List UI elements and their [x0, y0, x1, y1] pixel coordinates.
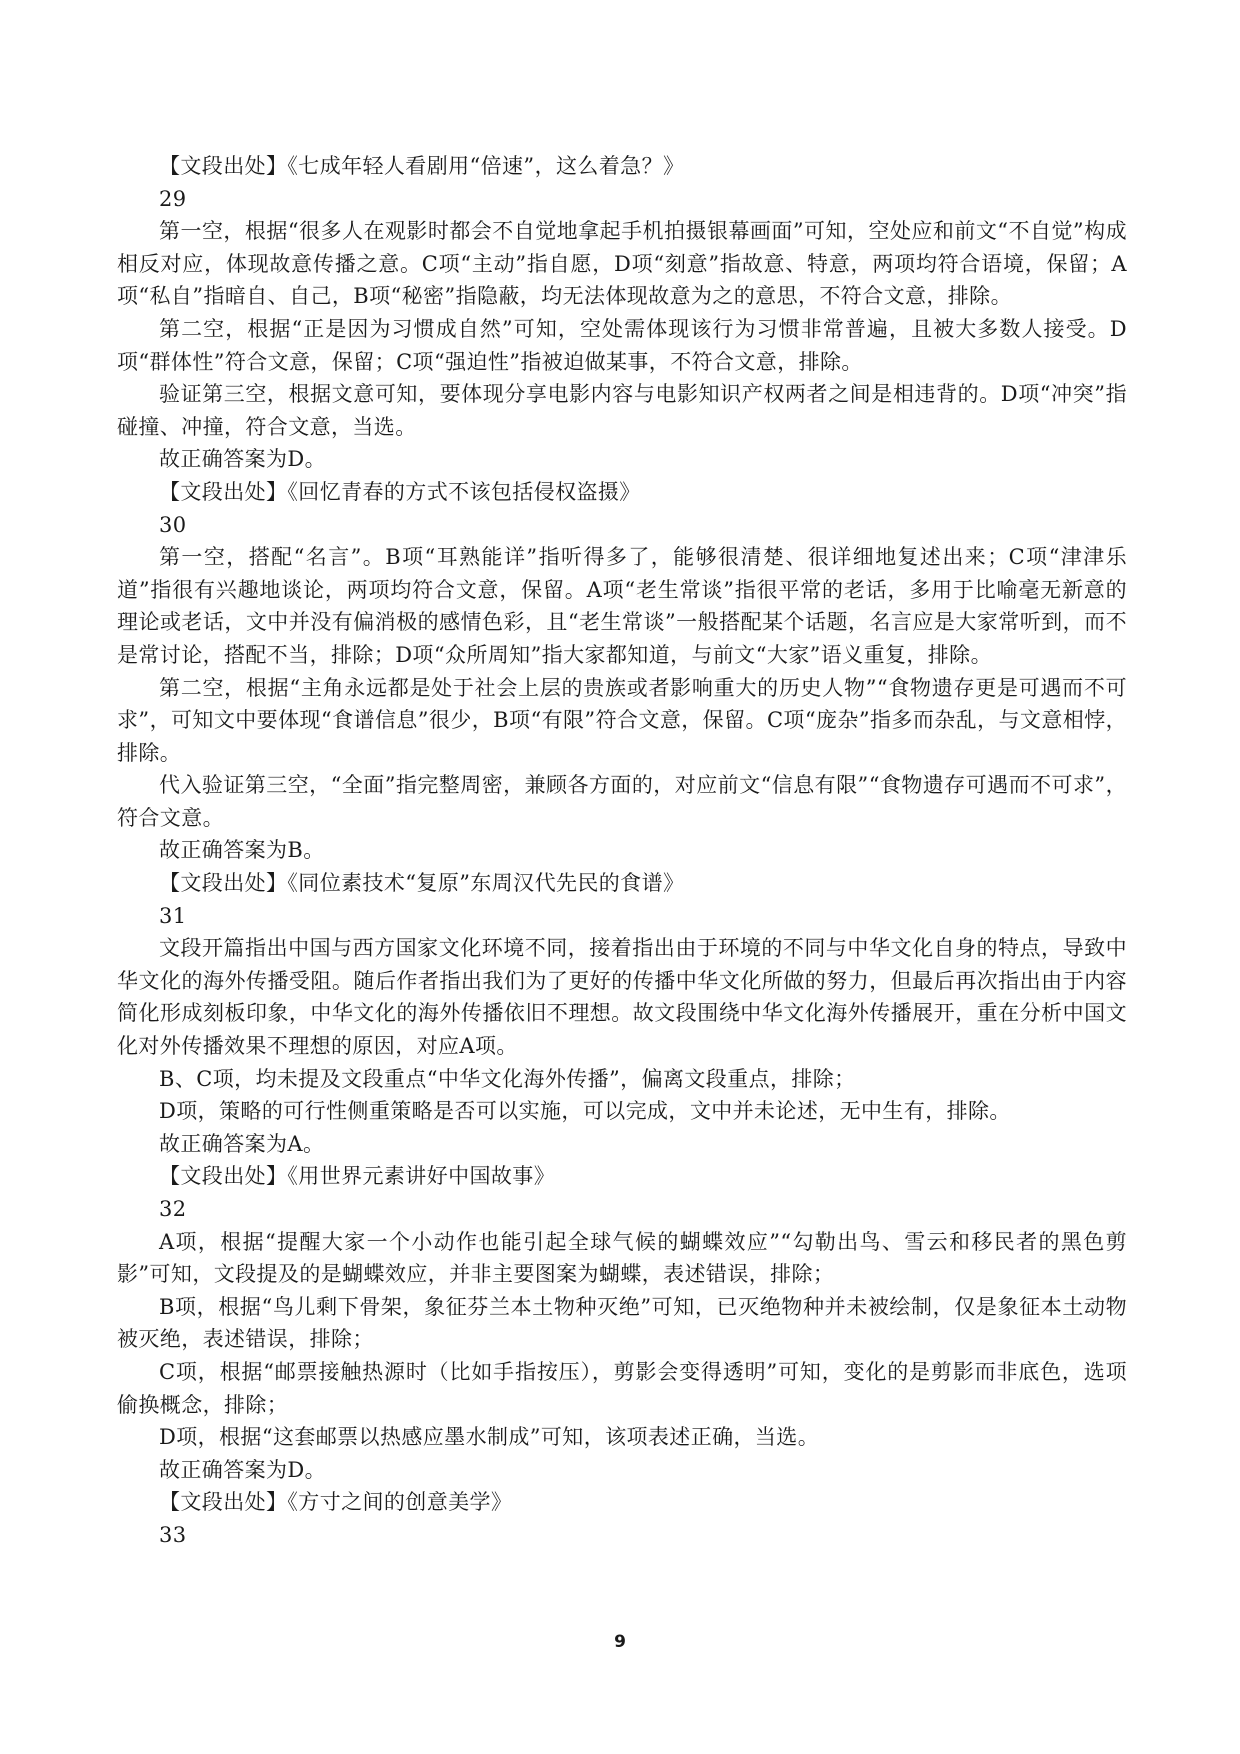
paragraph: 验证第三空，根据文意可知，要体现分享电影内容与电影知识产权两者之间是相违背的。D项“冲突”指碰撞、冲撞，符合文意，当选。	[117, 382, 1127, 439]
paragraph: 29	[159, 186, 187, 211]
paragraph: 第一空，搭配“名言”。B项“耳熟能详”指听得多了，能够很清楚、很详细地复述出来；C项“津津乐道”指很有兴趣地谈论，两项均符合文意，保留。A项“老生常谈”指很平常的老话，多用于比喻毫无新意的理论或老话，文中并没有偏消极的感情色彩，且“老生常谈”一般搭配某个话题，名言应是大家常听到，而不是常讨论，搭配不当，排除；D项“众所周知”指大家都知道，与前文“大家”语义重复，排除。	[117, 545, 1127, 667]
paragraph: 31	[159, 903, 187, 928]
document-body	[117, 150, 1127, 1552]
paragraph: 第二空，根据“主角永远都是处于社会上层的贵族或者影响重大的历史人物”“食物遗存更是可遇而不可求”，可知文中要体现“食谱信息”很少，B项“有限”符合文意，保留。C项“庞杂”指多而杂乱，与文意相悖，排除。	[117, 675, 1127, 765]
paragraph: A项，根据“提醒大家一个小动作也能引起全球气候的蝴蝶效应”“勾勒出鸟、雪云和移民者的黑色剪影”可知，文段提及的是蝴蝶效应，并非主要图案为蝴蝶，表述错误，排除；	[117, 1229, 1127, 1287]
paragraph: 第二空，根据“正是因为习惯成自然”可知，空处需体现该行为习惯非常普遍，且被大多数人接受。D项“群体性”符合文意，保留；C项“强迫性”指被迫做某事，不符合文意，排除。	[117, 316, 1127, 374]
paragraph: 故正确答案为D。	[159, 1457, 327, 1482]
paragraph: 【文段出处】《回忆青春的方式不该包括侵权盗摄》	[159, 479, 641, 504]
paragraph: 故正确答案为A。	[159, 1131, 325, 1156]
paragraph: 【文段出处】《方寸之间的创意美学》	[159, 1490, 513, 1515]
paragraph: 文段开篇指出中国与西方国家文化环境不同，接着指出由于环境的不同与中华文化自身的特点，导致中华文化的海外传播受阻。随后作者指出我们为了更好的传播中华文化所做的努力，但最后再次指出由于内容简化形成刻板印象，中华文化的海外传播依旧不理想。故文段围绕中华文化海外传播展开，重在分析中国文化对外传播效果不理想的原因，对应A项。	[117, 936, 1127, 1059]
paragraph: 32	[159, 1197, 187, 1221]
paragraph: 第一空，根据“很多人在观影时都会不自觉地拿起手机拍摄银幕画面”可知，空处应和前文“不自觉”构成相反对应，体现故意传播之意。C项“主动”指自愿，D项“刻意”指故意、特意，两项均符合语境，保留；A项“私自”指暗自、自己，B项“秘密”指隐蔽，均无法体现故意为之的意思，不符合文意，排除。	[117, 219, 1127, 309]
paragraph: 【文段出处】《用世界元素讲好中国故事》	[159, 1164, 556, 1189]
paragraph: 【文段出处】《同位素技术“复原”东周汉代先民的食谱》	[159, 871, 685, 896]
paragraph: D项，根据“这套邮票以热感应墨水制成”可知，该项表述正确，当选。	[159, 1425, 820, 1450]
paragraph: C项，根据“邮票接触热源时（比如手指按压），剪影会变得透明”可知，变化的是剪影而非底色，选项偷换概念，排除；	[117, 1359, 1127, 1417]
paragraph: B、C项，均未提及文段重点“中华文化海外传播”，偏离文段重点，排除；	[159, 1066, 856, 1091]
paragraph: 代入验证第三空，“全面”指完整周密，兼顾各方面的，对应前文“信息有限”“食物遗存可遇而不可求”，符合文意。	[117, 773, 1127, 830]
page-number: 9	[614, 1632, 626, 1652]
paragraph: 【文段出处】《七成年轻人看剧用“倍速”，这么着急？》	[159, 154, 685, 178]
paragraph: 30	[159, 512, 187, 537]
paragraph: 33	[159, 1522, 187, 1547]
paragraph: D项，策略的可行性侧重策略是否可以实施，可以完成，文中并未论述，无中生有，排除。	[159, 1099, 1011, 1124]
paragraph: 故正确答案为D。	[159, 447, 327, 472]
paragraph: B项，根据“鸟儿剩下骨架，象征芬兰本土物种灭绝”可知，已灭绝物种并未被绘制，仅是象征本土动物被灭绝，表述错误，排除；	[117, 1294, 1127, 1352]
paragraph: 故正确答案为B。	[159, 838, 325, 863]
